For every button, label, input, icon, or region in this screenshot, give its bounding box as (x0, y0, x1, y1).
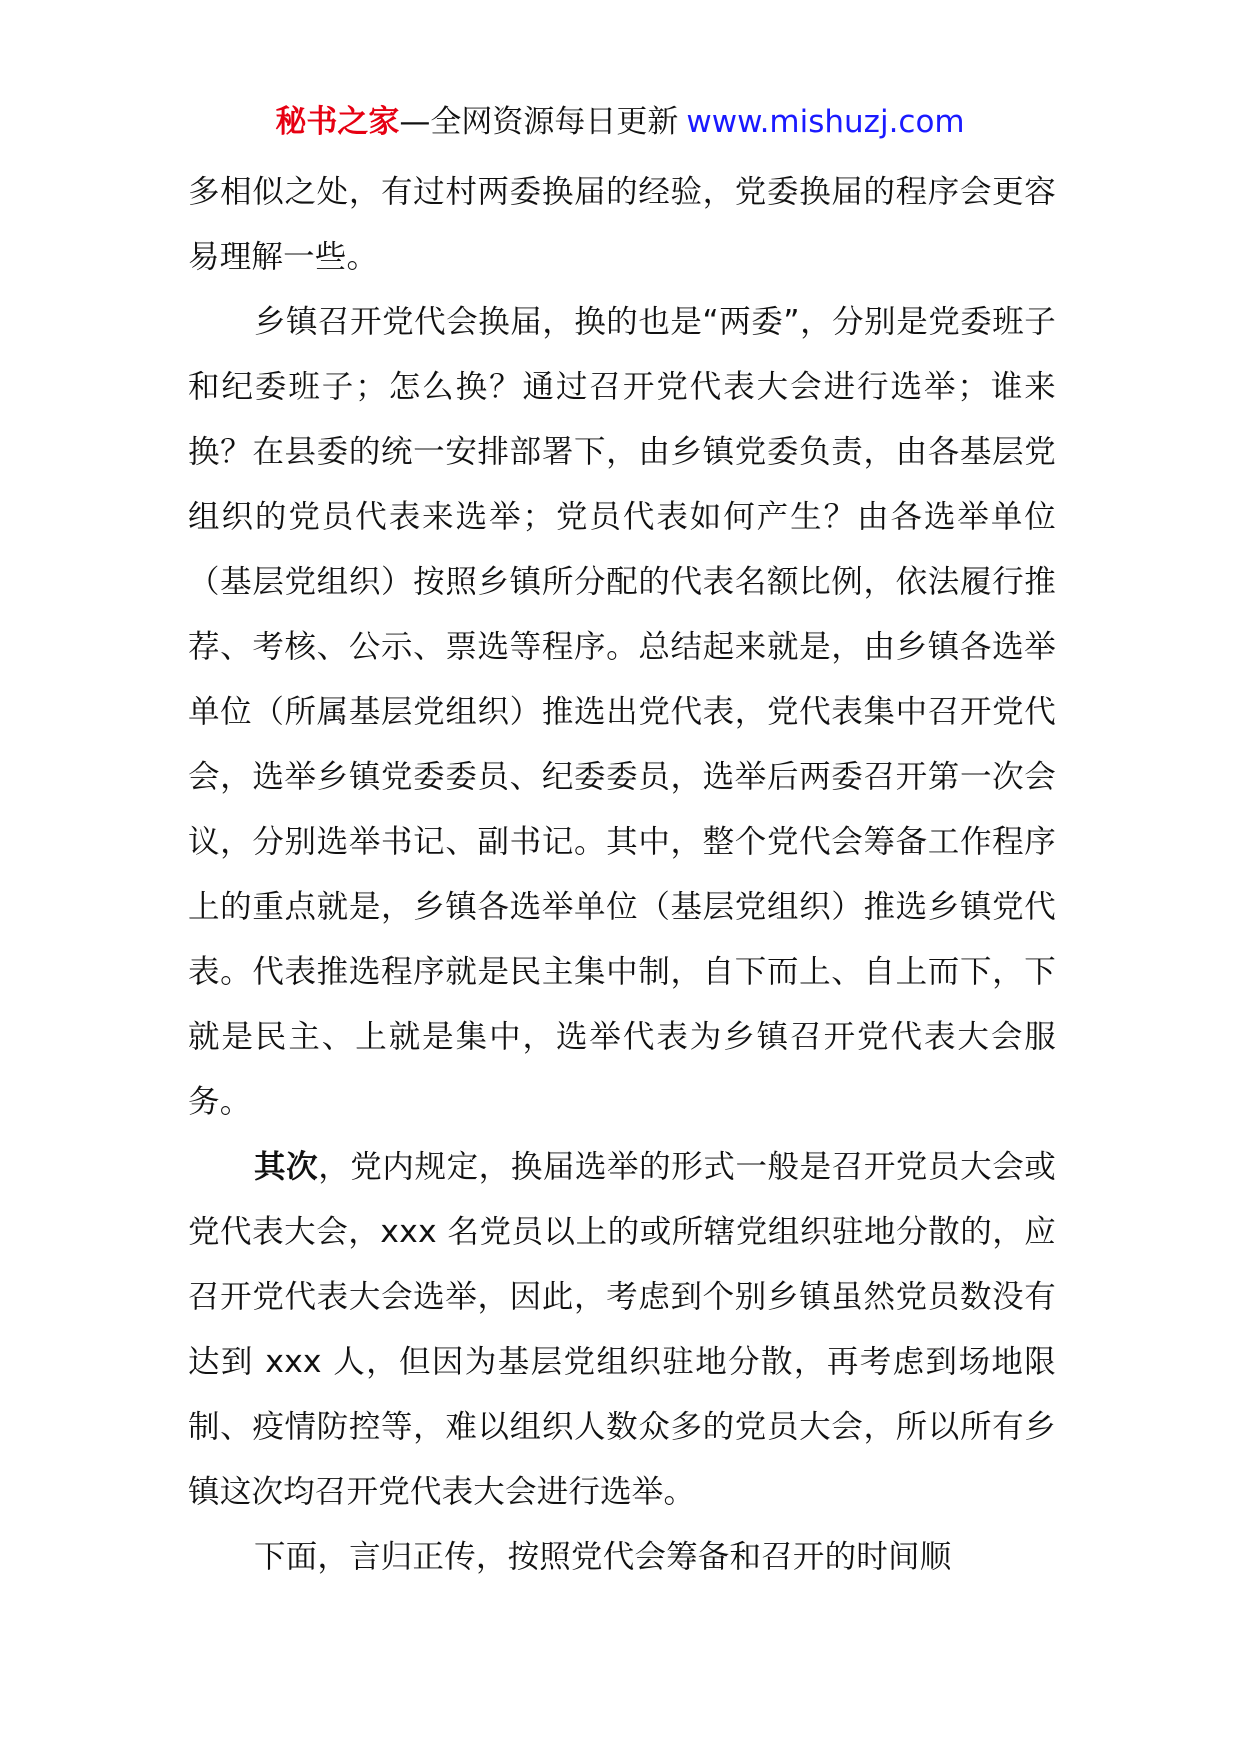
header-slogan: —全网资源每日更新 (399, 104, 679, 140)
paragraph-secondly-text: ，党内规定，换届选举的形式一般是召开党员大会或党代表大会，xxx 名党员以上的或所辖党组织驻地分散的，应召开党代表大会选举，因此，考虑到个别乡镇虽然党员数没有达到 xxx 人，但因为基层党组织驻地分散，再考虑到场地限制、疫情防控等，难以组织人数众多的党员大会，所以所有乡镇这次均召开党代表大会进行选举。 (188, 1149, 1056, 1510)
website-link[interactable]: www.mishuzj.com (686, 104, 965, 140)
paragraph-party-congress: 乡镇召开党代会换届，换的也是“两委”，分别是党委班子和纪委班子；怎么换？通过召开党代表大会进行选举；谁来换？在县委的统一安排部署下，由乡镇党委负责，由各基层党组织的党员代表来选举；党员代表如何产生？由各选举单位（基层党组织）按照乡镇所分配的代表名额比例，依法履行推荐、考核、公示、票选等程序。总结起来就是，由乡镇各选举单位（所属基层党组织）推选出党代表，党代表集中召开党代会，选举乡镇党委委员、纪委委员，选举后两委召开第一次会议，分别选举书记、副书记。其中，整个党代会筹备工作程序上的重点就是，乡镇各选举单位（基层党组织）推选乡镇党代表。代表推选程序就是民主集中制，自下而上、自上而下，下就是民主、上就是集中，选举代表为乡镇召开党代表大会服务。 (188, 304, 1056, 1120)
paragraph-lead-bold: 其次 (254, 1149, 319, 1185)
paragraph-next: 下面，言归正传，按照党代会筹备和召开的时间顺 (254, 1539, 952, 1575)
page-header (0, 100, 1240, 144)
document-body (188, 160, 1056, 1590)
paragraph-continuation: 多相似之处，有过村两委换届的经验，党委换届的程序会更容易理解一些。 (188, 174, 1056, 275)
paragraph-secondly (188, 1135, 1056, 1525)
brand-name: 秘书之家 (275, 104, 400, 140)
